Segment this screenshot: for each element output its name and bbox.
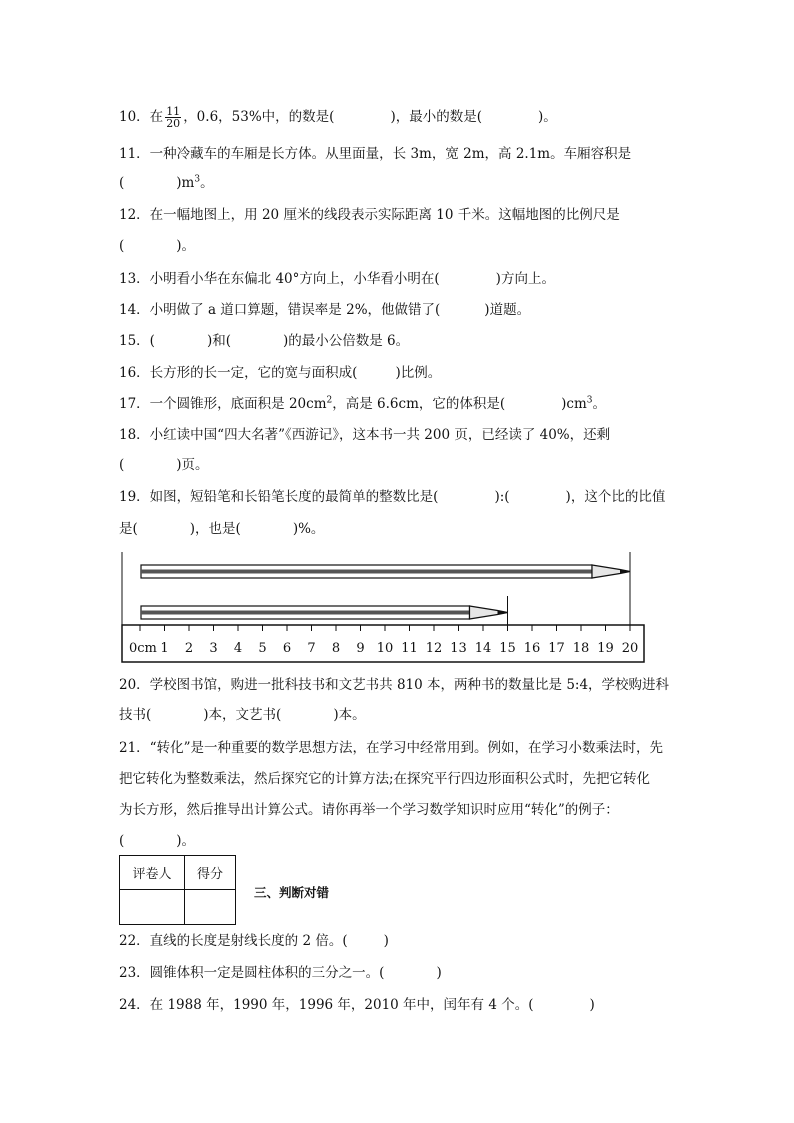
- question-21-line-2: 把它转化为整数乘法，然后探究它的计算方法;在探究平行四边形面积公式时，先把它转化: [119, 771, 651, 787]
- ruler-label-16: 16: [523, 641, 541, 656]
- q10-fraction: [165, 106, 181, 129]
- ruler-label-3: 3: [209, 641, 218, 656]
- ruler-ticks: [140, 625, 630, 631]
- ruler-label-15: 15: [499, 641, 516, 656]
- question-19-line-1: [119, 488, 665, 506]
- q18-end: )页。: [176, 457, 209, 473]
- q12-open-paren: (: [119, 238, 125, 254]
- question-21-line-1: 21．“转化”是一种重要的数学思想方法，在学习中经常用到。例如，在学习小数乘法时，先: [119, 740, 663, 756]
- question-21-line-4: [119, 832, 195, 850]
- ruler-label-13: 13: [450, 641, 467, 656]
- short-pencil: [141, 606, 508, 619]
- q19-text-a: 19．如图，短铅笔和长铅笔长度的最简单的整数比是(: [119, 489, 439, 505]
- q10-fraction-denominator: 20: [166, 117, 181, 130]
- q10-text-a: 10．在: [119, 109, 164, 125]
- q17-end: 。: [592, 396, 607, 412]
- ruler-label-9: 9: [356, 641, 365, 656]
- q15-text-a: 15．(: [119, 333, 155, 349]
- question-11-line-2: [119, 174, 214, 192]
- q19-text-d: 是(: [119, 521, 138, 537]
- q12-end: )。: [176, 238, 196, 254]
- q20-text-c: )本。: [333, 707, 366, 723]
- q13-text-b: )方向上。: [495, 271, 555, 287]
- ruler-label-8: 8: [331, 641, 341, 656]
- q19-text-f: )%。: [292, 521, 325, 537]
- pencil-ruler-figure: [118, 548, 648, 666]
- q10-fraction-numerator: 11: [166, 105, 181, 118]
- grader-table-entry-row: [120, 890, 236, 925]
- q17-text-b: ，高是 6.6cm，它的体积是(: [332, 396, 506, 412]
- grader-table-header-row: [120, 856, 236, 890]
- question-20-line-1: 20．学校图书馆，购进一批科技书和文艺书共 810 本，两种书的数量比是 5:4，学校购进科: [119, 677, 670, 693]
- section-heading: 三、判断对错: [254, 885, 330, 900]
- ruler-label-2: 2: [184, 641, 194, 656]
- question-16: [119, 364, 441, 382]
- q15-text-b: )和(: [206, 333, 231, 349]
- question-17: [119, 395, 606, 413]
- score-entry-cell[interactable]: [185, 890, 236, 925]
- question-14: [119, 301, 530, 319]
- question-12-line-1: 12．在一幅地图上，用 20 厘米的线段表示实际距离 10 千米。这幅地图的比例尺是: [119, 207, 620, 223]
- question-24: [119, 996, 595, 1014]
- q19-text-e: )，也是(: [189, 521, 241, 537]
- ruler-label-14: 14: [474, 641, 492, 656]
- q19-text-c: )，这个比的比值: [565, 489, 666, 505]
- ruler-label-12: 12: [425, 641, 443, 656]
- question-22: [119, 932, 389, 950]
- short-pencil-stripe: [141, 611, 470, 615]
- ruler-label-19: 19: [597, 641, 614, 656]
- q17-text-a: 17．一个圆锥形，底面积是 20cm: [119, 396, 327, 412]
- q11-unit-exponent: 3: [194, 174, 201, 185]
- q20-text-a: 技书(: [119, 707, 152, 723]
- ruler-label-7: 7: [307, 641, 316, 656]
- q16-text-a: 16．长方形的长一定，它的宽与面积成(: [119, 365, 358, 381]
- q23-text-a: 23．圆锥体积一定是圆柱体积的三分之一。(: [119, 965, 385, 981]
- grader-header: 评卷人: [120, 856, 185, 890]
- ruler-label-4: 4: [233, 641, 243, 656]
- question-18-line-1: 18．小红读中国“四大名著”《西游记》，这本书一共 200 页，已经读了 40%，还剩: [119, 427, 611, 443]
- ruler-label-18: 18: [572, 641, 590, 656]
- question-18-line-2: [119, 456, 209, 474]
- question-10: [119, 104, 557, 130]
- q16-text-b: )比例。: [395, 365, 442, 381]
- ruler-label-20: 20: [621, 641, 639, 656]
- q24-text-a: 24．在 1988 年，1990 年，1996 年，2010 年中，闰年有 4 个。(: [119, 997, 534, 1013]
- q20-text-b: )本，文艺书(: [203, 707, 282, 723]
- question-19-line-2: [119, 520, 324, 538]
- question-12-line-2: [119, 237, 195, 255]
- q11-open-paren: (: [119, 175, 125, 191]
- grader-table: [119, 855, 236, 925]
- ruler-label-6: 6: [282, 641, 292, 656]
- q10-text-b: ，0.6，53%中，的数是(: [183, 109, 335, 125]
- ruler-label-10: 10: [376, 641, 394, 656]
- q14-text-b: )道题。: [484, 302, 531, 318]
- q10-text-d: )。: [537, 109, 557, 125]
- q22-text-a: 22．直线的长度是射线长度的 2 倍。(: [119, 933, 348, 949]
- q10-text-c: )，最小的数是(: [390, 109, 482, 125]
- q23-end: ): [436, 965, 442, 981]
- q24-end: ): [589, 997, 595, 1013]
- ruler-label-1: 1: [160, 641, 169, 656]
- score-header: 得分: [185, 856, 236, 890]
- q17-area-exponent: 2: [326, 395, 333, 406]
- long-pencil-stripe: [141, 570, 592, 574]
- q21-open-paren: (: [119, 833, 125, 849]
- ruler-label-11: 11: [401, 641, 418, 656]
- q22-end: ): [383, 933, 389, 949]
- q17-volume-exponent: 3: [586, 395, 593, 406]
- ruler-unit-label: 0cm: [129, 641, 157, 656]
- q14-text-a: 14．小明做了 a 道口算题，错误率是 2%，他做错了(: [119, 302, 441, 318]
- question-13: [119, 270, 555, 288]
- q21-end: )。: [176, 833, 196, 849]
- q11-end: 。: [200, 175, 214, 191]
- question-11-line-1: 11．一种冷藏车的车厢是长方体。从里面量，长 3m，宽 2m，高 2.1m。车厢容积是: [119, 146, 632, 162]
- ruler-label-17: 17: [548, 641, 565, 656]
- grader-entry-cell[interactable]: [120, 890, 185, 925]
- question-20-line-2: [119, 706, 366, 724]
- long-pencil: [141, 565, 630, 578]
- question-21-line-3: 为长方形，然后推导出计算公式。请你再举一个学习数学知识时应用“转化”的例子：: [119, 802, 619, 818]
- q19-text-b: ):(: [494, 489, 510, 505]
- q15-text-c: )的最小公倍数是 6。: [283, 333, 410, 349]
- ruler-label-5: 5: [258, 641, 267, 656]
- question-23: [119, 964, 442, 982]
- question-15: [119, 332, 409, 350]
- q11-unit: )m: [176, 175, 195, 191]
- q17-text-c: )cm: [561, 396, 587, 412]
- q18-open-paren: (: [119, 457, 125, 473]
- q13-text-a: 13．小明看小华在东偏北 40°方向上，小华看小明在(: [119, 271, 440, 287]
